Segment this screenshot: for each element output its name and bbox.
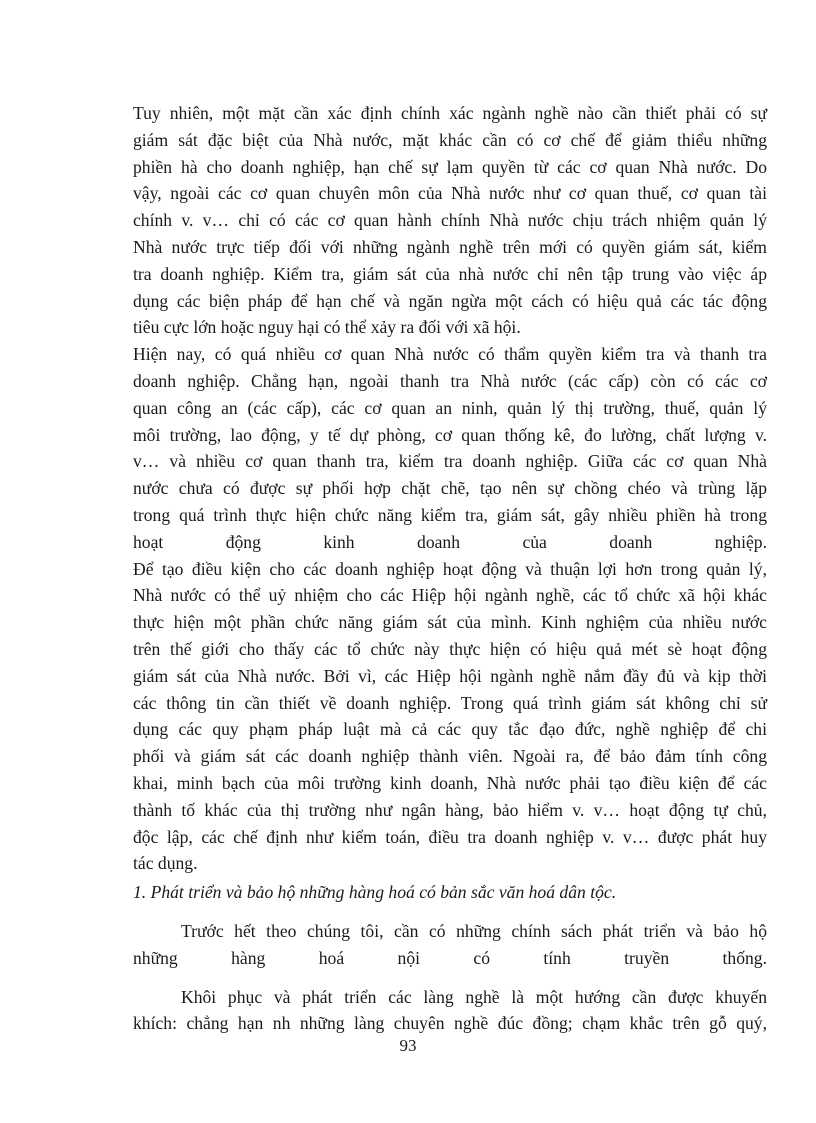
paragraph-1 [133,100,767,341]
body-text [133,100,767,1037]
text-line: doanh nghiệp. Chẳng hạn, ngoài thanh tra Nhà nước (các cấp) còn có các cơ [133,370,767,391]
text-line: Khôi phục và phát triển các làng nghề là một hướng cần được khuyến [181,986,767,1007]
text-line: Nhà nước trực tiếp đối với những ngành nghề trên mới có quyền giám sát, kiểm [133,236,767,257]
text-line: Nhà nước có thể uỷ nhiệm cho các Hiệp hội ngành nghề, các tổ chức xã hội khác [133,585,767,606]
text-line: thực hiện một phần chức năng giám sát của mình. Kinh nghiệm của nhiều nước [133,612,767,633]
paragraph-2 [133,341,767,555]
section-heading: 1. Phát triển và bảo hộ những hàng hoá có bản sắc văn hoá dân tộc. [133,882,617,903]
text-line: Trước hết theo chúng tôi, cần có những chính sách phát triển và bảo hộ [181,920,767,941]
text-line: trên thế giới cho thấy các tổ chức này thực hiện có hiệu quả mét sè hoạt động [133,638,767,659]
text-line: phối và giám sát các doanh nghiệp thành viên. Ngoài ra, để bảo đảm tính công [133,746,767,767]
text-line: giám sát của Nhà nước. Bởi vì, các Hiệp hội ngành nghề nắm đầy đủ và kịp thời [133,665,767,686]
text-line: khai, minh bạch của môi trường kinh doanh, Nhà nước phải tạo điều kiện để các [133,772,767,793]
text-line: trong quá trình thực hiện chức năng kiểm tra, giám sát, gây nhiều phiền hà trong [133,504,767,525]
text-line: tiêu cực lớn hoặc nguy hại có thể xảy ra đối với xã hội. [133,317,521,338]
text-line: các thông tin cần thiết về doanh nghiệp. Trong quá trình giám sát không chỉ sử [133,692,767,713]
text-line: nước chưa có được sự phối hợp chặt chẽ, tạo nên sự chồng chéo và trùng lặp [133,478,767,499]
text-line: giám sát đặc biệt của Nhà nước, mặt khác cần có cơ chế để giảm thiểu những [133,129,767,150]
paragraph-3 [133,556,767,878]
text-line: hoạt động kinh doanh của doanh nghiệp. [133,531,767,552]
text-line: thành tố khác của thị trường như ngân hàng, bảo hiểm v. v… hoạt động tự chủ, [133,799,767,820]
text-line: tác dụng. [133,853,198,874]
text-line: Hiện nay, có quá nhiều cơ quan Nhà nước có thẩm quyền kiểm tra và thanh tra [133,344,767,365]
text-line: quan công an (các cấp), các cơ quan an ninh, quản lý thị trường, thuế, quản lý [133,397,767,418]
paragraph-5 [133,984,767,1038]
text-line: khích: chẳng hạn nh những làng chuyên nghề đúc đồng; chạm khắc trên gỗ quý, [133,1013,767,1034]
text-line: độc lập, các chế định như kiểm toán, điều tra doanh nghiệp v. v… được phát huy [133,826,767,847]
text-line: v… và nhiều cơ quan thanh tra, kiểm tra doanh nghiệp. Giữa các cơ quan Nhà [133,451,767,472]
paragraph-4 [133,918,767,972]
text-line: dụng các quy phạm pháp luật mà cả các quy tắc đạo đức, nghề nghiệp để chi [133,719,767,740]
text-line: tra doanh nghiệp. Kiểm tra, giám sát của nhà nước chỉ nên tập trung vào việc áp [133,263,767,284]
page-number: 93 [399,1036,417,1055]
text-line: phiền hà cho doanh nghiệp, hạn chế sự lạm quyền từ các cơ quan Nhà nước. Do [133,156,767,177]
text-line: Tuy nhiên, một mặt cần xác định chính xác ngành nghề nào cần thiết phải có sự [133,103,767,123]
text-line: Để tạo điều kiện cho các doanh nghiệp hoạt động và thuận lợi hơn trong quản lý, [133,558,767,579]
text-line: những hàng hoá nội có tính truyền thống. [133,947,767,968]
text-line: môi trường, lao động, y tế dự phòng, cơ quan thống kê, đo lường, chất lượng v. [133,424,767,445]
text-line: dụng các biện pháp để hạn chế và ngăn ngừa một cách có hiệu quả các tác động [133,290,767,311]
text-line: chính v. v… chỉ có các cơ quan hành chính Nhà nước chịu trách nhiệm quản lý [133,210,767,231]
text-line: vậy, ngoài các cơ quan chuyên môn của Nhà nước như cơ quan thuế, cơ quan tài [133,183,767,204]
